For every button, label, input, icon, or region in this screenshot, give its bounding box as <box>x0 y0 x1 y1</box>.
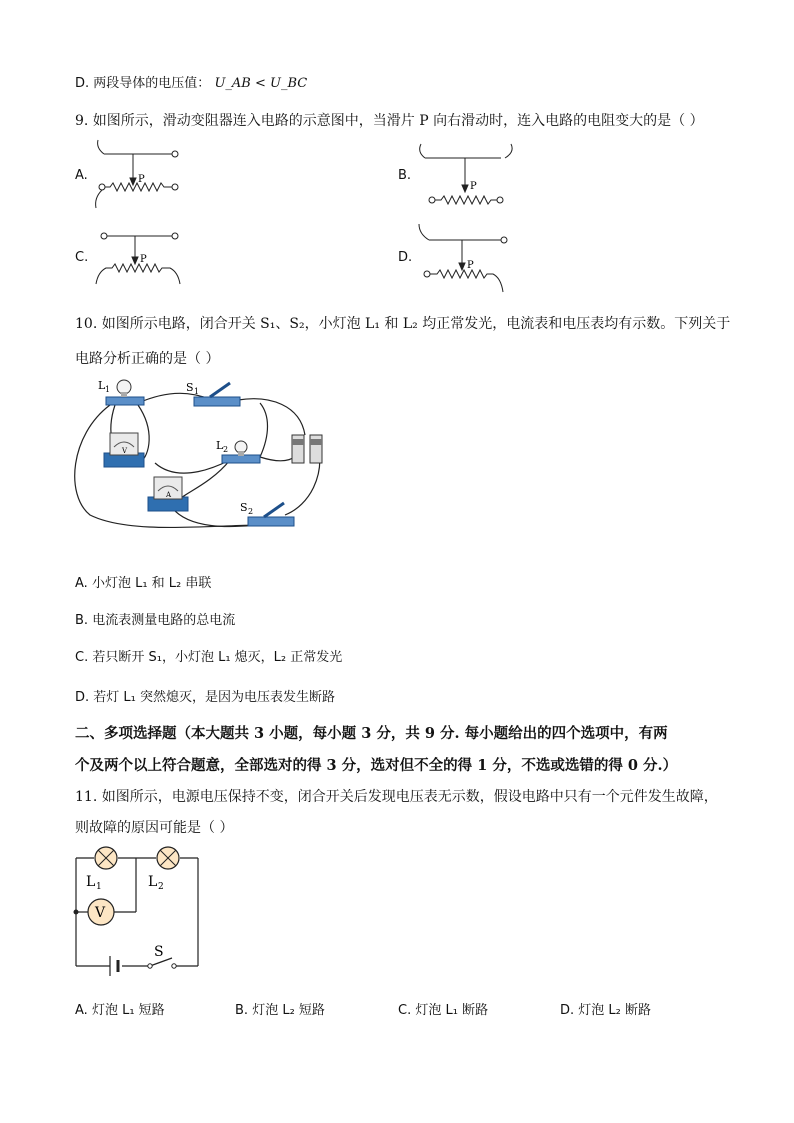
voltage-formula: U_AB < U_BC <box>214 76 308 91</box>
svg-text:2: 2 <box>223 445 229 454</box>
option-text: 小灯泡 L₁ 和 L₂ 串联 <box>91 576 212 591</box>
q9-option-b-letter: B. <box>398 168 412 183</box>
q9-option-a-letter: A. <box>75 168 88 183</box>
q8-option-d <box>75 72 307 91</box>
svg-text:2: 2 <box>248 507 254 516</box>
q10-option-c <box>75 646 342 665</box>
lamp-l1-symbol <box>95 847 117 869</box>
svg-text:1: 1 <box>194 387 200 396</box>
q10-stem-line2: 电路分析正确的是（ ） <box>75 351 220 367</box>
option-text: 若灯 L₁ 突然熄灭，是因为电压表发生断路 <box>93 690 336 705</box>
slider-label: P <box>140 254 147 265</box>
option-text: 两段导体的电压值： <box>93 76 211 91</box>
battery-symbol <box>110 956 118 976</box>
rheostat-diagram-d <box>415 222 525 297</box>
section-heading-line2: 个及两个以上符合题意，全部选对的得 3 分，选对但不全的得 1 分，不选或选错的得 0 分.） <box>75 757 678 774</box>
option-text: 若只断开 S₁，小灯泡 L₁ 熄灭，L₂ 正常发光 <box>92 650 343 665</box>
label-l2: L <box>148 874 158 890</box>
q11-option-a <box>75 999 165 1018</box>
q10-circuit-illustration <box>70 375 340 535</box>
q11-stem-line2: 则故障的原因可能是（ ） <box>75 820 234 836</box>
q10-stem-line1: 10. 如图所示电路，闭合开关 S₁、S₂，小灯泡 L₁ 和 L₂ 均正常发光，电流表和电压表均有示数。下列关于 <box>75 316 731 332</box>
label-l2: L <box>216 439 224 452</box>
svg-text:2: 2 <box>158 882 164 892</box>
option-letter: A. <box>75 576 88 591</box>
lamp-l2-symbol <box>157 847 179 869</box>
option-letter: A. <box>75 1003 88 1018</box>
slider-label: P <box>470 181 477 192</box>
option-letter: B. <box>235 1003 249 1018</box>
q11-option-c <box>398 999 488 1018</box>
voltmeter-symbol-label: V <box>95 905 106 921</box>
lamp-l1 <box>106 380 144 405</box>
switch-s1 <box>194 383 240 406</box>
label-s: S <box>154 944 164 960</box>
q10-option-a <box>75 572 211 591</box>
q10-option-d <box>75 686 335 705</box>
q11-stem-line1: 11. 如图所示，电源电压保持不变，闭合开关后发现电压表无示数，假设电路中只有一个元件发生故障， <box>75 789 718 805</box>
rheostat-diagram-c <box>90 228 200 290</box>
option-letter: C. <box>398 1003 412 1018</box>
option-letter: C. <box>75 650 89 665</box>
label-l1: L <box>98 379 106 392</box>
slider-label: P <box>138 174 145 185</box>
svg-text:1: 1 <box>105 385 111 394</box>
q9-option-d-letter: D. <box>398 250 413 265</box>
option-letter: D. <box>560 1003 575 1018</box>
label-s1: S <box>186 381 194 394</box>
battery-pack <box>292 435 322 463</box>
option-text: 灯泡 L₂ 短路 <box>252 1003 325 1018</box>
option-text: 电流表测量电路的总电流 <box>92 613 236 628</box>
option-letter: D. <box>75 690 90 705</box>
q11-option-b <box>235 999 325 1018</box>
option-letter: B. <box>75 613 89 628</box>
q11-circuit-schematic <box>70 842 210 972</box>
q9-stem: 9. 如图所示，滑动变阻器连入电路的示意图中，当滑片 P 向右滑动时，连入电路的电阻变大的是（ ） <box>75 113 704 129</box>
q11-option-d <box>560 999 651 1018</box>
ammeter-label: A <box>166 491 172 499</box>
q9-option-c-letter: C. <box>75 250 89 265</box>
svg-text:1: 1 <box>96 882 102 892</box>
rheostat-diagram-a <box>90 138 190 213</box>
voltmeter-label: V <box>122 447 128 455</box>
label-l1: L <box>86 874 96 890</box>
option-text: 灯泡 L₂ 断路 <box>578 1003 652 1018</box>
option-letter: D. <box>75 76 90 91</box>
option-text: 灯泡 L₁ 断路 <box>415 1003 489 1018</box>
rheostat-diagram-b <box>415 142 525 212</box>
option-text: 灯泡 L₁ 短路 <box>91 1003 165 1018</box>
section-heading-line1: 二、多项选择题（本大题共 3 小题，每小题 3 分，共 9 分. 每小题给出的四个选项中，有两 <box>75 725 668 742</box>
q10-option-b <box>75 609 235 628</box>
label-s2: S <box>240 501 248 514</box>
slider-label: P <box>467 260 474 271</box>
